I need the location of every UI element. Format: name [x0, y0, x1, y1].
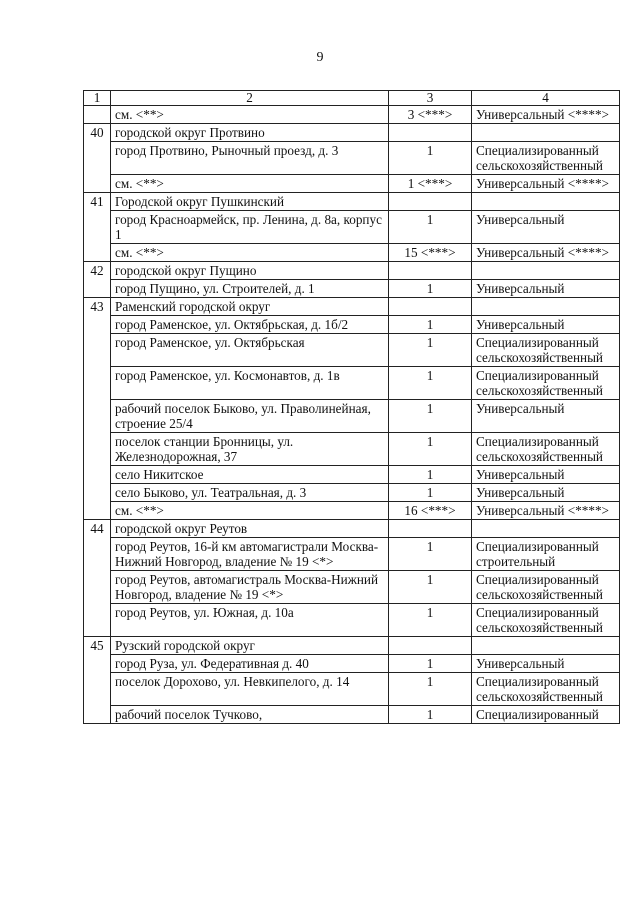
- table-row: [84, 211, 620, 244]
- row-number: [84, 367, 111, 400]
- row-number: [84, 334, 111, 367]
- row-count: [389, 520, 472, 538]
- row-place: рабочий поселок Тучково,: [111, 706, 389, 724]
- row-place: городской округ Реутов: [111, 520, 389, 538]
- district-row: [84, 298, 620, 316]
- row-place: см. <**>: [111, 244, 389, 262]
- row-type: Универсальный: [472, 400, 620, 433]
- table-row: [84, 334, 620, 367]
- row-type: Специализированный сельскохозяйственный: [472, 673, 620, 706]
- table-row: [84, 673, 620, 706]
- table-row: [84, 604, 620, 637]
- markets-table: [83, 90, 620, 724]
- row-count: 1: [389, 655, 472, 673]
- row-count: [389, 124, 472, 142]
- row-place: село Быково, ул. Театральная, д. 3: [111, 484, 389, 502]
- row-number: 42: [84, 262, 111, 280]
- header-col-3: 3: [389, 91, 472, 106]
- row-count: [389, 193, 472, 211]
- row-type: [472, 637, 620, 655]
- row-number: 40: [84, 124, 111, 142]
- row-place: село Никитское: [111, 466, 389, 484]
- district-row: [84, 193, 620, 211]
- row-number: [84, 673, 111, 706]
- row-count: 16 <***>: [389, 502, 472, 520]
- table-row: [84, 571, 620, 604]
- table-row: [84, 175, 620, 193]
- row-number: [84, 538, 111, 571]
- row-type: [472, 262, 620, 280]
- district-row: [84, 637, 620, 655]
- row-number: 41: [84, 193, 111, 211]
- row-number: 44: [84, 520, 111, 538]
- table-row: [84, 106, 620, 124]
- row-number: [84, 280, 111, 298]
- row-type: [472, 124, 620, 142]
- row-count: 1 <***>: [389, 175, 472, 193]
- row-type: Универсальный <****>: [472, 244, 620, 262]
- row-place: городской округ Протвино: [111, 124, 389, 142]
- district-row: [84, 124, 620, 142]
- row-place: поселок Дорохово, ул. Невкипелого, д. 14: [111, 673, 389, 706]
- row-type: [472, 520, 620, 538]
- row-type: Универсальный: [472, 316, 620, 334]
- row-type: [472, 193, 620, 211]
- table-row: [84, 484, 620, 502]
- row-count: 1: [389, 673, 472, 706]
- row-place: рабочий поселок Быково, ул. Праволинейная, строение 25/4: [111, 400, 389, 433]
- row-type: Универсальный: [472, 466, 620, 484]
- header-col-1: 1: [84, 91, 111, 106]
- row-count: 1: [389, 280, 472, 298]
- row-number: [84, 604, 111, 637]
- row-count: 1: [389, 433, 472, 466]
- row-count: 1: [389, 484, 472, 502]
- row-number: [84, 655, 111, 673]
- row-count: 1: [389, 142, 472, 175]
- row-number: [84, 466, 111, 484]
- row-count: [389, 298, 472, 316]
- row-count: 1: [389, 316, 472, 334]
- district-row: [84, 262, 620, 280]
- row-number: 45: [84, 637, 111, 655]
- row-place: город Реутов, ул. Южная, д. 10а: [111, 604, 389, 637]
- row-place: город Раменское, ул. Космонавтов, д. 1в: [111, 367, 389, 400]
- table-row: [84, 280, 620, 298]
- row-place: город Пущино, ул. Строителей, д. 1: [111, 280, 389, 298]
- row-count: 1: [389, 334, 472, 367]
- table-row: [84, 538, 620, 571]
- row-number: [84, 400, 111, 433]
- row-number: [84, 706, 111, 724]
- row-count: 1: [389, 571, 472, 604]
- row-place: Городской округ Пушкинский: [111, 193, 389, 211]
- row-place: город Раменское, ул. Октябрьская, д. 1б/2: [111, 316, 389, 334]
- district-row: [84, 520, 620, 538]
- row-count: 1: [389, 538, 472, 571]
- row-type: Универсальный: [472, 280, 620, 298]
- row-number: [84, 484, 111, 502]
- table-row: [84, 316, 620, 334]
- row-number: [84, 175, 111, 193]
- row-count: 15 <***>: [389, 244, 472, 262]
- table-row: [84, 502, 620, 520]
- table-row: [84, 142, 620, 175]
- table-row: [84, 706, 620, 724]
- row-number: [84, 571, 111, 604]
- table-row: [84, 466, 620, 484]
- row-type: [472, 298, 620, 316]
- row-count: 1: [389, 211, 472, 244]
- row-number: [84, 502, 111, 520]
- table-row: [84, 433, 620, 466]
- row-type: Специализированный строительный: [472, 538, 620, 571]
- row-type: Специализированный сельскохозяйственный: [472, 142, 620, 175]
- row-place: город Раменское, ул. Октябрьская: [111, 334, 389, 367]
- row-type: Специализированный сельскохозяйственный: [472, 334, 620, 367]
- table-row: [84, 400, 620, 433]
- row-place: городской округ Пущино: [111, 262, 389, 280]
- page-number: 9: [316, 50, 324, 65]
- row-count: 1: [389, 706, 472, 724]
- row-type: Специализированный: [472, 706, 620, 724]
- row-place: см. <**>: [111, 175, 389, 193]
- table-row: [84, 367, 620, 400]
- row-number: [84, 142, 111, 175]
- row-type: Универсальный <****>: [472, 175, 620, 193]
- row-type: Специализированный сельскохозяйственный: [472, 433, 620, 466]
- row-place: город Красноармейск, пр. Ленина, д. 8а, корпус 1: [111, 211, 389, 244]
- row-type: Специализированный сельскохозяйственный: [472, 367, 620, 400]
- row-count: [389, 262, 472, 280]
- row-place: см. <**>: [111, 106, 389, 124]
- row-type: Специализированный сельскохозяйственный: [472, 604, 620, 637]
- row-type: Универсальный: [472, 484, 620, 502]
- row-place: город Протвино, Рыночный проезд, д. 3: [111, 142, 389, 175]
- row-type: Универсальный: [472, 655, 620, 673]
- row-count: [389, 637, 472, 655]
- row-count: 1: [389, 466, 472, 484]
- row-place: см. <**>: [111, 502, 389, 520]
- row-number: 43: [84, 298, 111, 316]
- table-row: [84, 655, 620, 673]
- row-number: [84, 316, 111, 334]
- row-place: поселок станции Бронницы, ул. Железнодорожная, 37: [111, 433, 389, 466]
- row-number: [84, 106, 111, 124]
- row-number: [84, 244, 111, 262]
- header-col-4: 4: [472, 91, 620, 106]
- row-number: [84, 433, 111, 466]
- row-count: 1: [389, 604, 472, 637]
- row-place: город Реутов, автомагистраль Москва-Нижний Новгород, владение № 19 <*>: [111, 571, 389, 604]
- table-header-row: [84, 91, 620, 106]
- row-place: город Реутов, 16-й км автомагистрали Москва-Нижний Новгород, владение № 19 <*>: [111, 538, 389, 571]
- row-place: город Руза, ул. Федеративная д. 40: [111, 655, 389, 673]
- row-type: Универсальный <****>: [472, 106, 620, 124]
- row-count: 1: [389, 367, 472, 400]
- row-type: Специализированный сельскохозяйственный: [472, 571, 620, 604]
- header-col-2: 2: [111, 91, 389, 106]
- row-place: Рузский городской округ: [111, 637, 389, 655]
- row-place: Раменский городской округ: [111, 298, 389, 316]
- row-type: Универсальный <****>: [472, 502, 620, 520]
- row-count: 3 <***>: [389, 106, 472, 124]
- row-type: Универсальный: [472, 211, 620, 244]
- row-number: [84, 211, 111, 244]
- table-row: [84, 244, 620, 262]
- row-count: 1: [389, 400, 472, 433]
